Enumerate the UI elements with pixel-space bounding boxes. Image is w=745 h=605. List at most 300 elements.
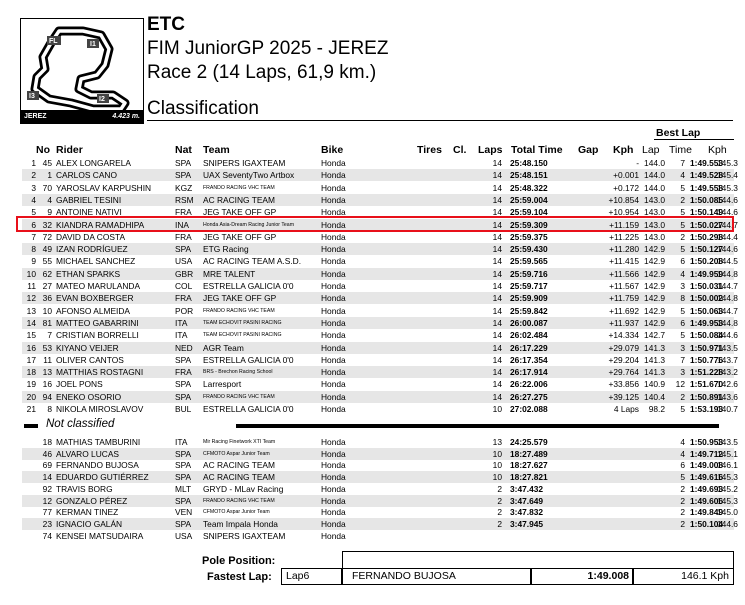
cell-team: Larresport — [203, 379, 242, 390]
cell-time: 1:49.693 — [690, 483, 724, 494]
cell-pos: 16 — [26, 342, 36, 353]
cell-bike: Honda — [321, 256, 346, 267]
cell-team: SNIPERS IGAXTEAM — [203, 158, 286, 168]
cell-time: 1:50.149 — [690, 207, 724, 218]
cell-nat: SPA — [175, 158, 192, 168]
cell-lap: 7 — [680, 354, 685, 365]
table-row — [22, 243, 738, 255]
cell-no: 14 — [42, 472, 52, 483]
cell-bkph: 144.7 — [717, 219, 738, 230]
cell-bike: Honda — [321, 194, 346, 205]
cell-time: 1:50.298 — [690, 231, 724, 242]
cell-rider: MICHAEL SANCHEZ — [56, 256, 136, 267]
cell-bike: Honda — [321, 281, 346, 291]
cell-rider: EVAN BOXBERGER — [56, 293, 134, 304]
cell-bkph: 144.6 — [717, 330, 738, 341]
cell-nat: POR — [175, 305, 194, 316]
cell-team: ESTRELLA GALICIA 0'0 — [203, 354, 294, 365]
cell-rider: ENEKO OSORIO — [56, 391, 122, 402]
cell-rider: EDUARDO GUTIÉRREZ — [56, 472, 149, 483]
cell-laps: 14 — [492, 207, 502, 218]
cell-kph: 141.3 — [644, 342, 665, 353]
cell-nat: ITA — [175, 330, 188, 341]
table-row — [22, 194, 738, 206]
cell-nat: ITA — [175, 437, 188, 447]
cell-bike: Honda — [321, 244, 346, 255]
cell-time: 1:49.558 — [690, 182, 724, 193]
cell-total: 26:22.006 — [510, 379, 548, 390]
cell-total: 25:59.309 — [510, 219, 548, 230]
cell-kph: 143.0 — [644, 194, 665, 205]
cell-gap: +11.692 — [609, 305, 639, 316]
cell-total: 25:48.322 — [510, 182, 548, 193]
cell-laps: 13 — [492, 437, 502, 447]
cell-total: 3:47.832 — [510, 507, 544, 518]
cell-time: 1:51.670 — [690, 379, 724, 390]
cell-gap: +33.856 — [608, 379, 639, 390]
table-row — [22, 471, 738, 483]
cell-laps: 14 — [492, 305, 502, 316]
doc-type-title: Classification — [147, 98, 259, 119]
cell-laps: 14 — [492, 219, 502, 230]
cell-no: 10 — [42, 305, 52, 316]
cell-team: Honda Asia-Dream Racing Junior Team — [203, 221, 295, 228]
cell-lap: 2 — [680, 231, 685, 242]
cell-rider: OLIVER CANTOS — [56, 354, 124, 365]
cell-bike: Honda — [321, 170, 346, 181]
cell-no: 13 — [42, 367, 52, 378]
cell-kph: 142.9 — [644, 281, 665, 291]
col-gap: Gap — [578, 144, 599, 156]
cell-lap: 3 — [680, 367, 685, 378]
cell-bike: Honda — [321, 437, 346, 447]
cell-bike: Honda — [321, 495, 346, 506]
cell-bkph: 140.7 — [717, 404, 738, 414]
col-nat: Nat — [175, 144, 192, 156]
table-row — [22, 378, 738, 390]
track-map — [20, 18, 144, 124]
table-row — [22, 255, 738, 267]
cell-time: 1:50.971 — [690, 342, 724, 353]
cell-lap: 2 — [680, 391, 685, 402]
cell-laps: 10 — [492, 472, 502, 483]
cell-laps: 2 — [497, 483, 502, 494]
cell-rider: KENSEI MATSUDAIRA — [56, 530, 144, 541]
cell-lap: 2 — [680, 194, 685, 205]
cell-team: AC RACING TEAM — [203, 194, 275, 205]
cell-time: 1:49.959 — [690, 268, 724, 279]
cell-pos: 11 — [27, 281, 36, 291]
cell-gap: +11.567 — [609, 281, 639, 291]
cell-bike: Honda — [321, 518, 346, 529]
cell-rider: DAVID DA COSTA — [56, 231, 126, 242]
cell-team: ESTRELLA GALICIA 0'0 — [203, 404, 294, 414]
cell-total: 25:59.104 — [510, 207, 548, 218]
cell-bkph: 144.8 — [717, 268, 738, 279]
cell-team: UAX SeventyTwo Artbox — [203, 170, 295, 181]
cell-pos: 9 — [31, 256, 36, 267]
table-row — [22, 292, 738, 304]
cell-laps: 14 — [492, 281, 502, 291]
cell-rider: CARLOS CANO — [56, 170, 117, 181]
cell-lap: 5 — [680, 182, 685, 193]
cell-lap: 4 — [680, 448, 685, 459]
cell-team: Team Impala Honda — [203, 518, 278, 529]
cell-total: 3:47.945 — [510, 518, 544, 529]
table-row — [22, 329, 738, 341]
cell-lap: 4 — [680, 437, 685, 447]
cell-bike: Honda — [321, 530, 346, 541]
cell-laps: 10 — [492, 460, 502, 471]
cell-pos: 2 — [31, 170, 36, 181]
cell-no: 77 — [42, 507, 52, 518]
cell-no: 36 — [42, 293, 52, 304]
pole-position-box — [342, 551, 734, 569]
cell-pos: 1 — [31, 158, 36, 168]
cell-team: ESTRELLA GALICIA 0'0 — [203, 281, 294, 291]
cell-nat: SPA — [175, 495, 192, 506]
cell-kph: 140.9 — [644, 379, 665, 390]
cell-rider: JOEL PONS — [56, 379, 103, 390]
table-row — [22, 459, 738, 471]
cell-laps: 14 — [492, 379, 502, 390]
cell-pos: 8 — [31, 244, 36, 255]
cell-laps: 10 — [492, 448, 502, 459]
cell-laps: 2 — [497, 518, 502, 529]
cell-rider: GABRIEL TESINI — [56, 194, 122, 205]
cell-lap: 2 — [680, 495, 685, 506]
cell-time: 1:49.712 — [690, 448, 724, 459]
cell-rider: ETHAN SPARKS — [56, 268, 121, 279]
cell-lap: 2 — [680, 518, 685, 529]
cell-rider: YAROSLAV KARPUSHIN — [56, 182, 152, 193]
cell-gap: +10.854 — [608, 194, 639, 205]
cell-nat: GBR — [175, 268, 194, 279]
cell-nat: BUL — [175, 404, 192, 414]
cell-rider: KIANDRA RAMADHIPA — [56, 219, 145, 230]
cell-no: 74 — [42, 530, 52, 541]
cell-gap: +11.759 — [609, 293, 639, 304]
cell-lap: 5 — [680, 219, 685, 230]
cell-no: 55 — [42, 256, 52, 267]
cell-team: TEAM ECHOVIT PASINI RACING — [203, 319, 282, 326]
cell-bike: Honda — [321, 342, 346, 353]
cell-laps: 14 — [492, 354, 502, 365]
cell-rider: CRISTIAN BORRELLI — [56, 330, 139, 341]
col-team: Team — [203, 144, 230, 156]
col-tires: Tires — [417, 144, 442, 156]
cell-nat: FRA — [175, 293, 192, 304]
cell-nat: SPA — [175, 379, 192, 390]
cell-lap: 3 — [680, 342, 685, 353]
cell-bkph: 144.4 — [717, 231, 738, 242]
table-row — [22, 342, 738, 354]
cell-pos: 6 — [31, 219, 36, 230]
track-label-i1: I1 — [90, 41, 96, 48]
cell-rider: KERMAN TINEZ — [56, 507, 119, 518]
cell-lap: 3 — [680, 281, 685, 291]
cell-bkph: 146.1 — [717, 460, 738, 471]
col-total-time: Total Time — [511, 144, 563, 156]
track-label-i3: I3 — [29, 93, 35, 100]
cell-nat: SPA — [175, 244, 192, 255]
cell-bkph: 144.7 — [717, 305, 738, 316]
cell-laps: 14 — [492, 367, 502, 378]
cell-bike: Honda — [321, 182, 346, 193]
cell-team: SNIPERS IGAXTEAM — [203, 530, 286, 541]
cell-bike: Honda — [321, 367, 346, 378]
cell-time: 1:49.953 — [690, 317, 724, 328]
cell-nat: FRA — [175, 207, 192, 218]
cell-time: 1:50.031 — [690, 281, 724, 291]
cell-pos: 7 — [31, 231, 36, 242]
cell-laps: 14 — [492, 194, 502, 205]
not-classified-label: Not classified — [46, 418, 115, 430]
cell-time: 1:49.553 — [690, 158, 724, 168]
col-cl: Cl. — [453, 144, 467, 156]
cell-team: FRANDO RACING VHC TEAM — [203, 497, 275, 504]
race-title: Race 2 (14 Laps, 61,9 km.) — [147, 62, 377, 83]
cell-bike: Honda — [321, 317, 346, 328]
cell-laps: 14 — [492, 317, 502, 328]
cell-rider: KIYANO VEIJER — [56, 342, 119, 353]
cell-bkph: 144.6 — [717, 207, 738, 218]
cell-gap: +11.415 — [609, 256, 639, 267]
fastest-lap-label: Fastest Lap: — [207, 571, 272, 583]
cell-lap: 5 — [680, 305, 685, 316]
cell-kph: 143.0 — [644, 207, 665, 218]
cell-team: FRANDO RACING VHC TEAM — [203, 393, 275, 400]
table-row — [22, 530, 734, 542]
cell-pos: 10 — [26, 268, 36, 279]
not-classified-bar — [236, 424, 719, 428]
cell-total: 27:02.088 — [510, 404, 548, 414]
best-lap-divider — [654, 139, 734, 140]
cell-total: 25:59.842 — [510, 305, 548, 316]
cell-no: 16 — [42, 379, 52, 390]
cell-nat: SPA — [175, 354, 192, 365]
cell-rider: GONZALO PÉREZ — [56, 495, 128, 506]
cell-lap: 5 — [680, 207, 685, 218]
cell-bike: Honda — [321, 448, 346, 459]
cell-team: AC RACING TEAM — [203, 460, 275, 471]
col-rider: Rider — [56, 144, 83, 156]
cell-rider: FERNANDO BUJOSA — [56, 460, 139, 471]
cell-gap: +39.125 — [608, 391, 639, 402]
cell-kph: 142.9 — [644, 293, 665, 304]
cell-bike: Honda — [321, 231, 346, 242]
cell-gap: +10.954 — [608, 207, 639, 218]
cell-lap: 5 — [680, 330, 685, 341]
cell-no: 92 — [42, 483, 52, 494]
fastest-lap-number: Lap6 — [281, 568, 342, 585]
cell-rider: TRAVIS BORG — [56, 483, 113, 494]
cell-pos: 18 — [26, 367, 36, 378]
cell-total: 18:27.489 — [510, 448, 548, 459]
cell-team: AC RACING TEAM A.S.D. — [203, 256, 302, 267]
cell-bkph: 144.5 — [717, 256, 738, 267]
cell-no: 32 — [42, 219, 52, 230]
cell-lap: 4 — [680, 170, 685, 181]
highlight-box — [16, 216, 738, 232]
cell-rider: ALVARO LUCAS — [56, 448, 119, 459]
col-best-lap: Best Lap — [656, 127, 701, 139]
cell-bike: Honda — [321, 404, 346, 414]
cell-team: FRANDO RACING VHC TEAM — [203, 184, 275, 191]
cell-total: 26:27.275 — [510, 391, 548, 402]
cell-bike: Honda — [321, 330, 346, 341]
cell-bike: Honda — [321, 472, 346, 483]
cell-time: 1:50.085 — [690, 194, 724, 205]
cell-no: 18 — [42, 437, 52, 447]
cell-kph: 142.9 — [644, 305, 665, 316]
table-row — [22, 182, 738, 194]
cell-bike: Honda — [321, 391, 346, 402]
cell-no: 53 — [42, 342, 52, 353]
cell-gap: - — [636, 158, 639, 168]
cell-gap: +14.334 — [608, 330, 639, 341]
cell-time: 1:49.008 — [690, 460, 724, 471]
cell-kph: 144.0 — [644, 158, 665, 168]
cell-pos: 3 — [31, 182, 36, 193]
cell-total: 25:48.150 — [510, 158, 548, 168]
cell-time: 1:49.606 — [690, 495, 724, 506]
cell-no: 45 — [42, 158, 52, 168]
cell-time: 1:50.084 — [690, 330, 724, 341]
cell-laps: 14 — [492, 293, 502, 304]
col-laps: Laps — [478, 144, 503, 156]
cell-bkph: 144.8 — [717, 293, 738, 304]
cell-laps: 14 — [492, 158, 502, 168]
cell-no: 4 — [47, 194, 52, 205]
track-footer — [21, 110, 143, 123]
col-bike: Bike — [321, 144, 344, 156]
cell-rider: MATEO MARULANDA — [56, 281, 141, 291]
cell-lap: 8 — [680, 293, 685, 304]
cell-bike: Honda — [321, 293, 346, 304]
cell-bike: Honda — [321, 507, 346, 518]
cell-team: JEG TAKE OFF GP — [203, 207, 277, 218]
cell-team: BRS - Brechon Racing School — [203, 369, 273, 376]
cell-rider: MATHIAS TAMBURINI — [56, 437, 141, 447]
table-row — [22, 448, 738, 460]
cell-bkph: 144.6 — [717, 518, 738, 529]
cell-laps: 14 — [492, 256, 502, 267]
cell-laps: 14 — [492, 231, 502, 242]
cell-total: 26:02.484 — [510, 330, 548, 341]
cell-lap: 2 — [680, 507, 685, 518]
cell-pos: 13 — [26, 305, 36, 316]
cell-lap: 5 — [680, 404, 685, 414]
cell-kph: 144.0 — [644, 182, 665, 193]
cell-kph: 140.4 — [644, 391, 665, 402]
cell-laps: 2 — [497, 495, 502, 506]
cell-nat: SPA — [175, 472, 192, 483]
cell-nat: SPA — [175, 448, 192, 459]
cell-bkph: 144.7 — [717, 281, 738, 291]
table-row — [22, 305, 738, 317]
cell-lap: 6 — [680, 256, 685, 267]
cell-total: 3:47.649 — [510, 495, 544, 506]
cell-kph: 141.3 — [644, 367, 665, 378]
cell-gap: +29.079 — [608, 342, 639, 353]
table-row — [22, 391, 738, 403]
cell-pos: 4 — [31, 194, 36, 205]
cell-team: TEAM ECHOVIT PASINI RACING — [203, 332, 282, 339]
col-kph: Kph — [613, 144, 634, 156]
cell-pos: 12 — [26, 293, 36, 304]
cell-bkph: 142.6 — [717, 379, 738, 390]
cell-rider: IGNACIO GALÁN — [56, 518, 123, 529]
cell-bkph: 145.3 — [717, 472, 738, 483]
cell-time: 1:50.776 — [690, 354, 724, 365]
cell-nat: SPA — [175, 170, 192, 181]
cell-team: Mir Racing Finetwork XTI Team — [203, 439, 276, 445]
cell-no: 72 — [42, 231, 52, 242]
cell-bike: Honda — [321, 219, 346, 230]
cell-nat: MLT — [175, 483, 192, 494]
cell-no: 7 — [47, 330, 52, 341]
cell-time: 1:50.208 — [690, 256, 724, 267]
cell-total: 26:17.914 — [510, 367, 548, 378]
cell-kph: 142.9 — [644, 256, 665, 267]
cell-total: 25:59.430 — [510, 244, 548, 255]
col-lap: Lap — [642, 144, 660, 156]
cell-no: 46 — [42, 448, 52, 459]
table-row — [22, 280, 738, 292]
cell-bike: Honda — [321, 354, 346, 365]
cell-total: 25:48.151 — [510, 170, 548, 181]
table-row — [22, 366, 738, 378]
cell-nat: SPA — [175, 460, 192, 471]
cell-bike: Honda — [321, 268, 346, 279]
cell-gap: +0.172 — [613, 182, 639, 193]
cell-kph: 143.0 — [644, 231, 665, 242]
cell-laps: 14 — [492, 342, 502, 353]
cell-nat: USA — [175, 256, 193, 267]
cell-rider: AFONSO ALMEIDA — [56, 305, 130, 316]
cell-time: 1:50.027 — [690, 219, 724, 230]
cell-team: CFMOTO Aspar Junior Team — [203, 509, 270, 516]
cell-kph: 142.9 — [644, 244, 665, 255]
track-label-i2: I2 — [99, 96, 105, 103]
cell-no: 12 — [42, 495, 52, 506]
cell-lap: 5 — [680, 244, 685, 255]
cell-no: 9 — [47, 207, 52, 218]
cell-bkph: 143.5 — [717, 437, 738, 447]
cell-team: ETG Racing — [203, 244, 249, 255]
cell-pos: 15 — [26, 330, 36, 341]
cell-time: 1:50.953 — [690, 437, 724, 447]
cell-pos: 20 — [26, 391, 36, 402]
cell-nat: RSM — [175, 194, 194, 205]
cell-lap: 6 — [680, 460, 685, 471]
cell-nat: USA — [175, 530, 193, 541]
cell-laps: 14 — [492, 244, 502, 255]
track-outline-icon — [21, 19, 143, 123]
cell-pos: 5 — [31, 207, 36, 218]
cell-kph: 141.3 — [644, 354, 665, 365]
cell-laps: 14 — [492, 391, 502, 402]
cell-bkph: 145.3 — [717, 182, 738, 193]
cell-bkph: 145.0 — [717, 507, 738, 518]
cell-gap: 4 Laps — [613, 404, 639, 414]
cell-laps: 14 — [492, 268, 502, 279]
cell-total: 26:17.354 — [510, 354, 548, 365]
cell-nat: NED — [175, 342, 193, 353]
cell-rider: MATTEO GABARRINI — [56, 317, 139, 328]
cell-total: 25:59.565 — [510, 256, 548, 267]
